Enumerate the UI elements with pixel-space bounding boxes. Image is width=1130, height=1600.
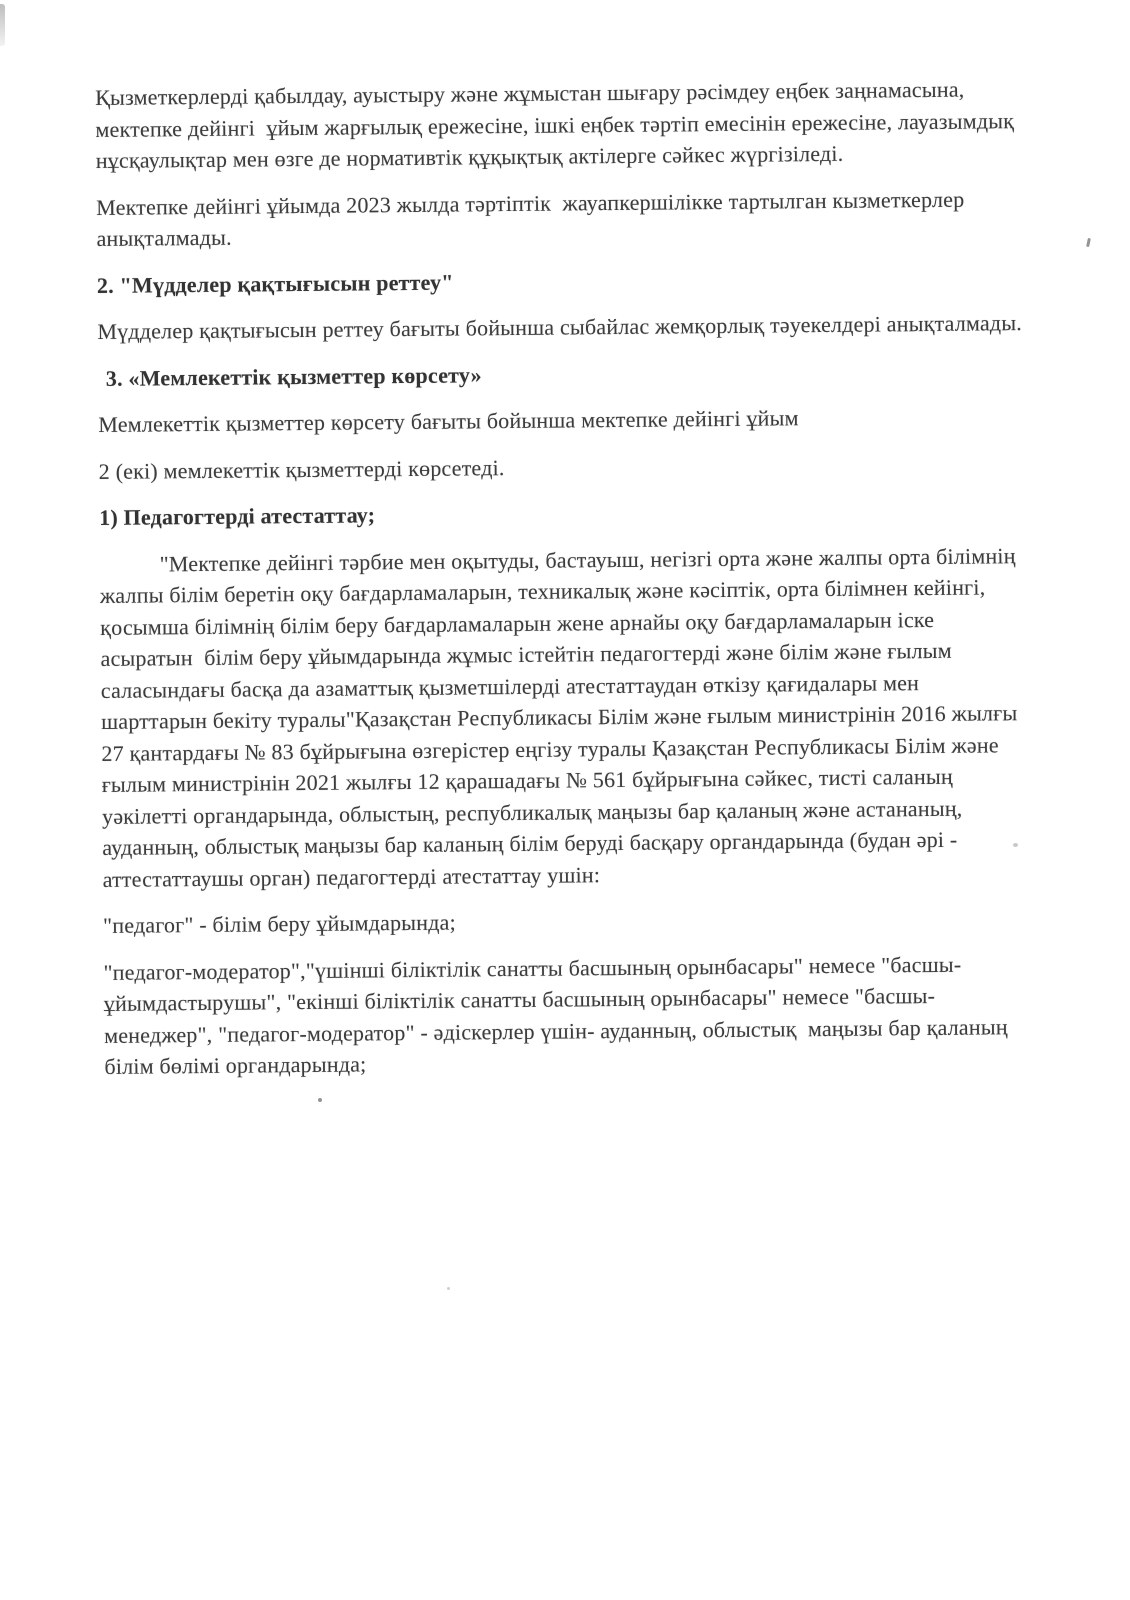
paragraph-conflict-of-interest-result: Мүдделер қақтығысын реттеу бағыты бойынша сыбайлас жемқорлық тәуекелдері анықталмады. — [97, 310, 1023, 344]
heading-section-3-state-services: 3. «Мемлекеттік қызметтер көрсету» — [105, 361, 482, 391]
paragraph-state-services-intro: Мемлекеттік қызметтер көрсету бағыты бойынша мектепке дейінгі ұйым — [98, 405, 799, 437]
scan-speck — [1013, 843, 1018, 847]
scan-speck — [1086, 238, 1091, 247]
paragraph-pedagog-category: "педагог" - білім беру ұйымдарында; — [102, 909, 456, 938]
paragraph-hiring-procedures: Қызметкерлерді қабылдау, ауыстыру және жұмыстан шығару рәсімдеу еңбек заңнамасына, мектепке дейінгі ұйым жарғылық ережесіне, ішкі еңбек тәртіп емесінін ережесіне, лауазымдық нұсқаулықтар мен өзге де нормативтік құқықтық актілерге сәйкес жүргізіледі. — [95, 76, 1015, 173]
paragraph-attestation-rules-order: "Мектепке дейінгі тәрбие мен оқытуды, бастауыш, негізгі орта және жалпы орта білімнің жалпы білім беретін оқу бағдарламаларын, техникалық және кәсіптік, орта білімнен кейінгі, қосымша білімнің білім беру бағдарламаларын жене арнайы оқу бағдарламаларын іске асыратын білім беру ұйымдарында жұмыс істейтін педагогтерді және білім және ғылым саласындағы басқа да азаматтық қызметшілерді атестаттаудан өткізу қағидалары мен шарттарын бекіту туралы"Қазақстан Республикасы Білім және ғылым министрінін 2016 жылғы 27 қантардағы № 83 бұйрығына өзгерістер еңгізу туралы Қазақстан Республикасы Білім және ғылым министрінін 2021 жылғы 12 қарашадағы № 561 бұйрығына сәйкес, тисті саланың уәкілетті органдарында, облыстың, республикалық маңызы бар қаланың және астананың, ауданның, облыстық маңызы бар каланың білім беруді басқару органдарында (будан әрі - аттестаттаушы орган) педагогтерді атестаттау ушін: — [99, 542, 1018, 892]
scan-speck — [318, 1098, 322, 1102]
paragraph-two-state-services: 2 (екі) мемлекеттік қызметтерді көрсетеді. — [98, 454, 505, 484]
paragraph-pedagog-moderator-categories: "педагог-модератор","үшінші біліктілік санатты басшының орынбасары" немесе "басшы- ұйымдастырушы", "екінші біліктілік санатты басшының орынбасары" немесе "басшы- менеджер", "педагог-модератор" - әдіскерлер үшін- ауданның, облыстық маңызы бар қаланың білім бөлімі органдарында; — [103, 951, 1008, 1079]
heading-item-1-teacher-attestation: 1) Педагогтерді атестаттау; — [99, 502, 376, 530]
scan-edge-artifact — [0, 4, 5, 46]
heading-section-2-conflict-of-interest: 2. "Мүдделер қақтығысын реттеу" — [96, 269, 454, 298]
scan-speck — [447, 1287, 450, 1290]
paragraph-disciplinary-2023: Мектепке дейінгі ұйымда 2023 жылда тәртіптік жауапкершілікке тартылган кызметкерлер анықталмады. — [96, 186, 965, 251]
document-body — [95, 73, 1090, 1098]
